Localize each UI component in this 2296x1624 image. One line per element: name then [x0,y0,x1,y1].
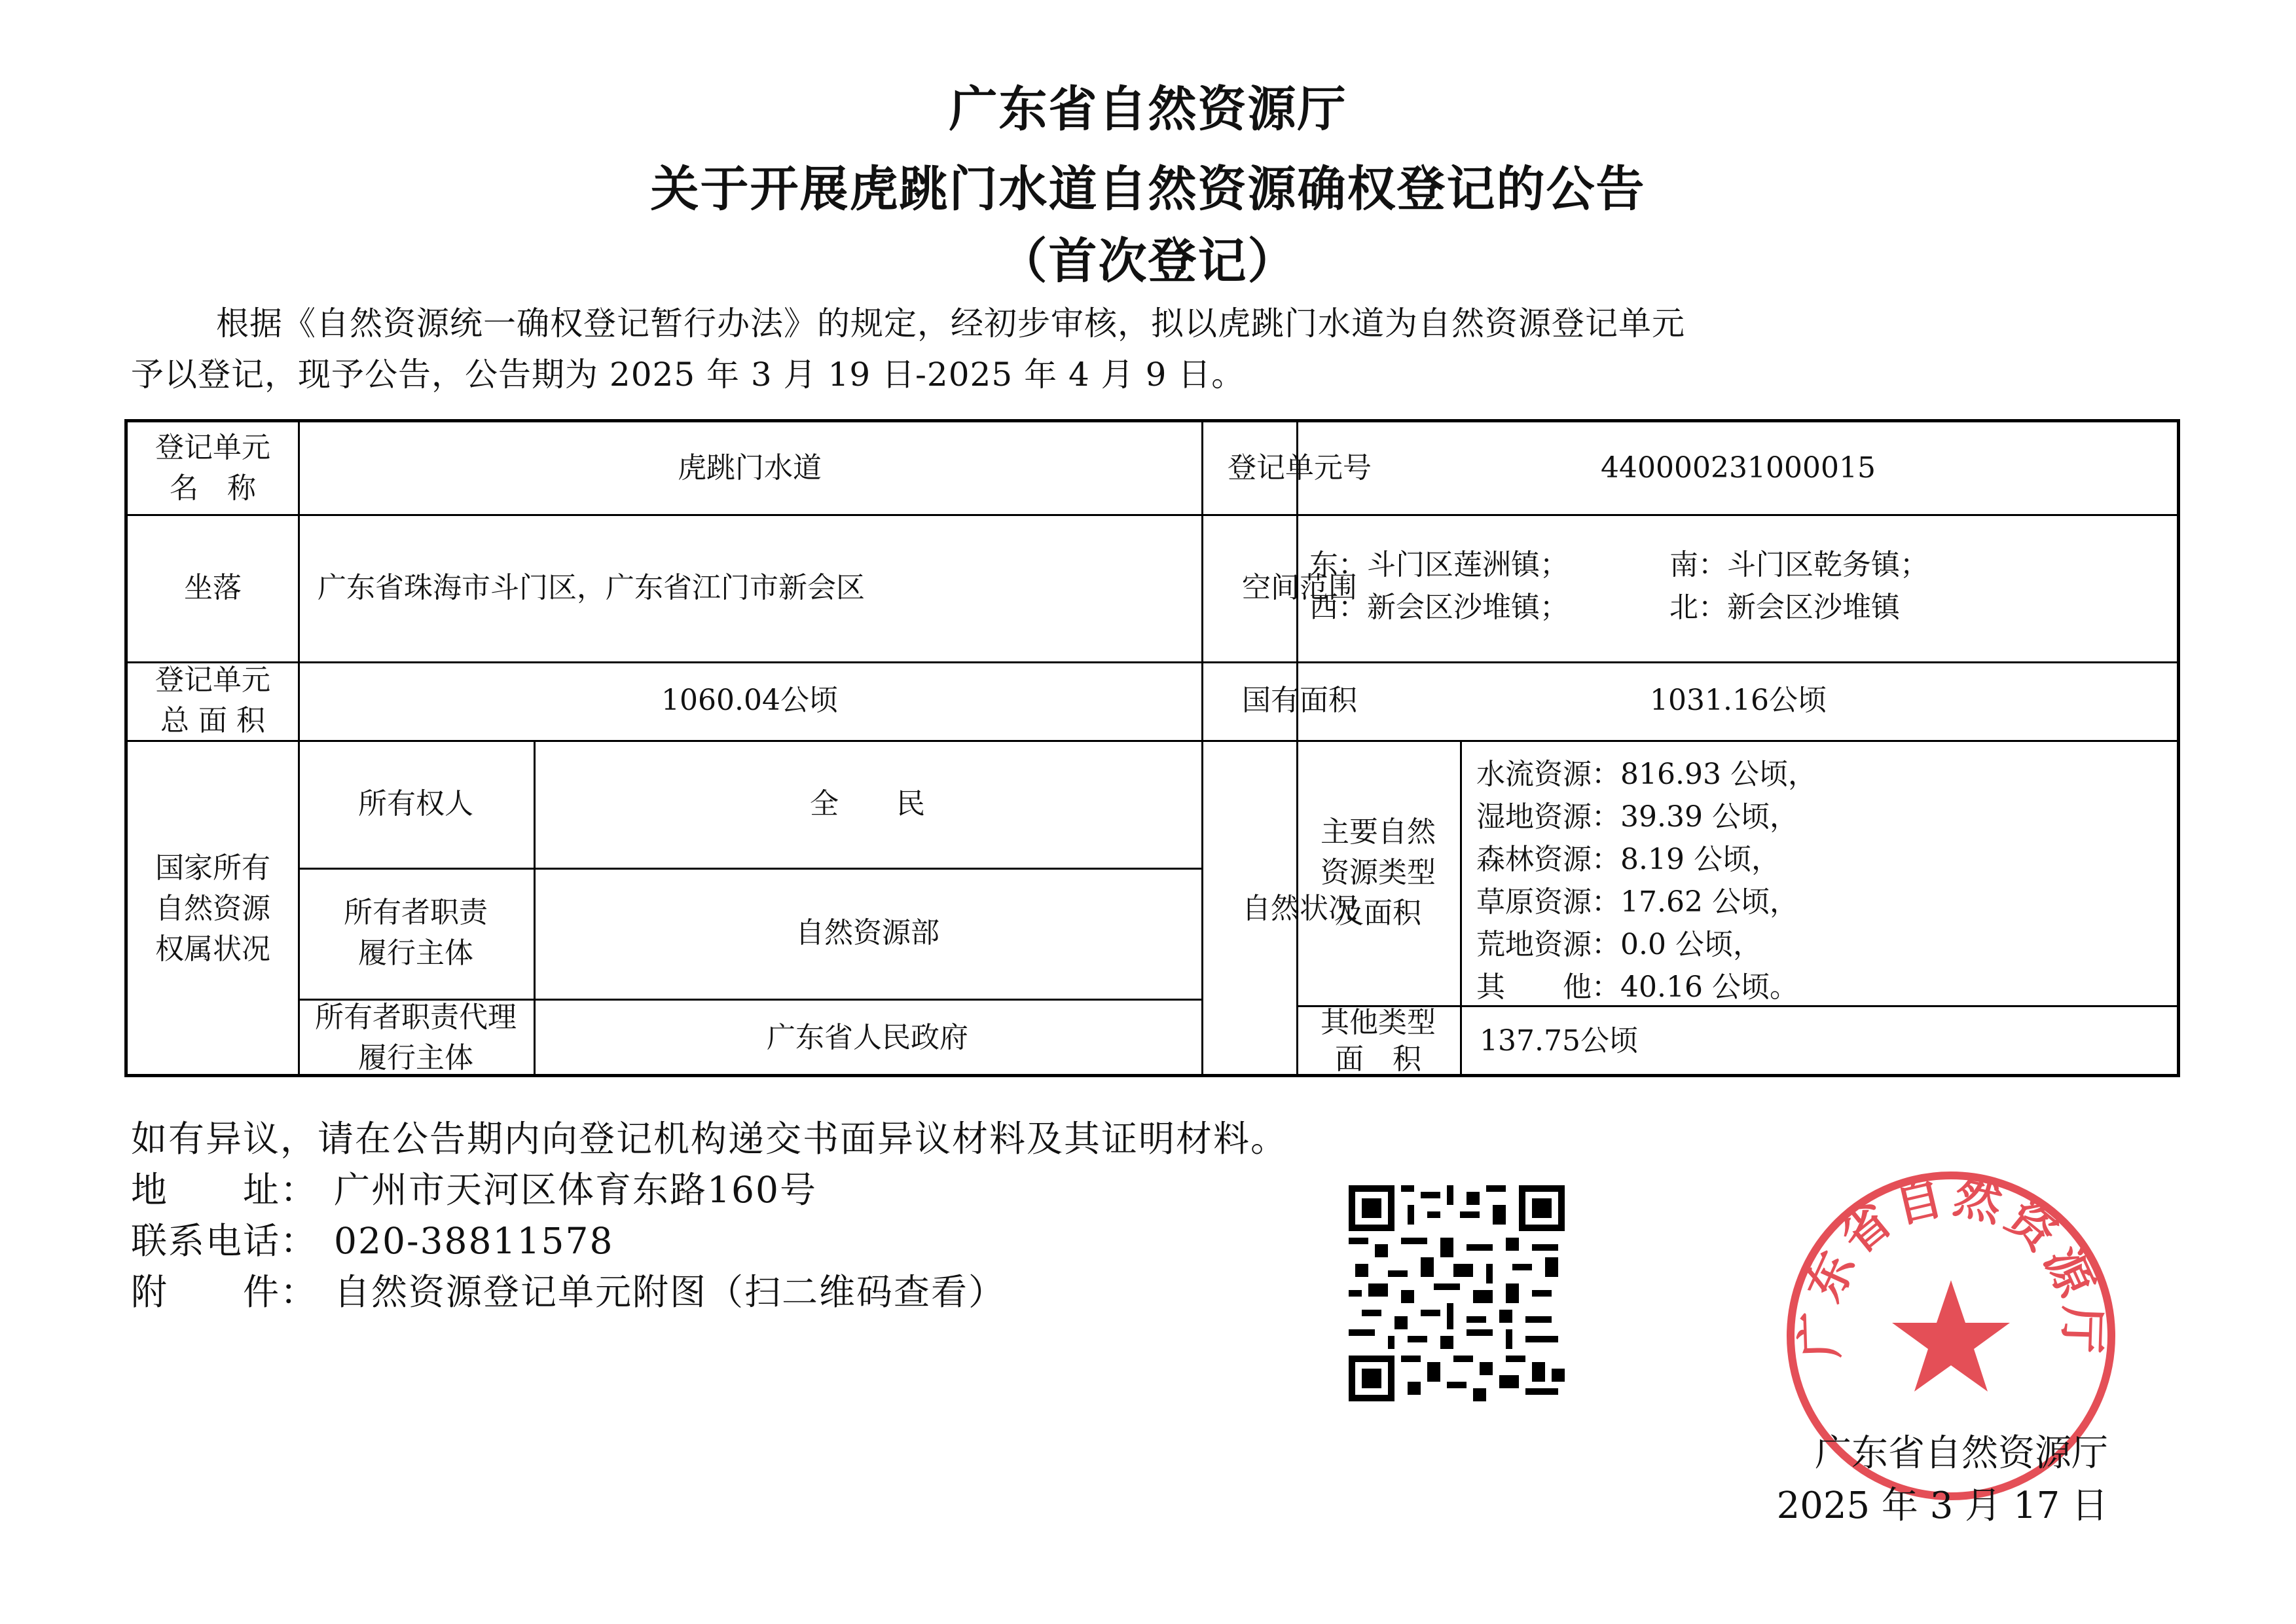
address-label: 地 址： [131,1169,318,1211]
duty-subject-value: 自然资源部 [795,916,939,950]
address-line [131,1164,1288,1215]
page-title-line-2: 关于开展虎跳门水道自然资源确权登记的公告 [650,161,1646,217]
owner-value: 全 民 [810,786,925,821]
resource-item: 其 他：40.16 公顷。 [1476,970,1798,1004]
unit-name-value: 虎跳门水道 [678,451,822,485]
registration-table [124,419,2180,1077]
ownership-status-label: 国家所有 自然资源 权属状况 [155,851,270,966]
agent-subject-label: 所有者职责代理 履行主体 [315,1001,517,1075]
phone-label: 联系电话： [131,1220,318,1262]
resource-item: 草原资源：17.62 公顷， [1476,885,1798,919]
other-type-area-label: 其他类型 面 积 [1321,1006,1436,1076]
intro-line-2: 予以登记，现予公告，公告期为 2025 年 3 月 19 日-2025 年 4 月 9 日。 [131,356,1245,394]
main-resource-type-label: 主要自然 资源类型 及面积 [1321,815,1436,930]
unit-no-value: 440000231000015 [1601,451,1876,485]
state-area-label: 国有面积 [1242,684,1357,717]
resource-item: 湿地资源：39.39 公顷， [1476,800,1798,834]
total-area-label: 登记单元 总 面 积 [155,663,270,737]
agent-subject-value: 广东省人民政府 [767,1021,968,1054]
page-title-line-3: （首次登记） [998,233,1298,289]
resource-item: 森林资源：8.19 公顷， [1476,843,1780,876]
resource-item: 水流资源：816.93 公顷， [1476,758,1817,791]
attachment-line [131,1266,1288,1318]
location-label: 坐落 [184,570,242,604]
spatial-north: 北：新会区沙堆镇 [1669,591,1900,624]
signature-block [1728,1428,2108,1532]
location-value: 广东省珠海市斗门区，广东省江门市新会区 [318,570,865,604]
signature-date: 2025 年 3 月 17 日 [1776,1485,2108,1527]
signature-org: 广东省自然资源厅 [1815,1432,2108,1475]
spatial-range-label: 空间范围 [1242,570,1357,604]
owner-label: 所有权人 [358,786,473,821]
resource-item: 荒地资源：0.0 公顷， [1476,928,1762,961]
unit-name-label: 登记单元 名 称 [155,431,270,505]
phone-value: 020-38811578 [334,1220,614,1262]
phone-line [131,1215,1288,1266]
intro-line-1: 根据《自然资源统一确权登记暂行办法》的规定，经初步审核，拟以虎跳门水道为自然资源登记单元 [216,304,1685,342]
spatial-south: 南：斗门区乾务镇； [1669,548,1929,581]
resource-list [1476,753,2177,1008]
qr-code-icon[interactable] [1349,1185,1565,1401]
unit-no-label: 登记单元号 [1228,451,1372,485]
other-type-area-value: 137.75公顷 [1480,1024,1638,1058]
objection-note: 如有异议，请在公告期内向登记机构递交书面异议材料及其证明材料。 [131,1118,1288,1160]
page-title-line-1: 广东省自然资源厅 [949,81,1347,138]
spatial-east: 东：斗门区莲洲镇； [1309,548,1569,581]
address-value: 广州市天河区体育东路160号 [334,1169,817,1211]
attachment-label: 附 件： [131,1271,318,1313]
natural-status-label: 自然状况 [1242,891,1357,925]
intro-paragraph [131,298,2147,400]
footer-info [131,1113,1288,1318]
spatial-range-value [1309,544,2200,629]
total-area-value: 1060.04公顷 [661,684,838,717]
attachment-value: 自然资源登记单元附图（扫二维码查看） [334,1271,1006,1313]
spatial-west: 西：新会区沙堆镇； [1309,591,1569,624]
state-area-value: 1031.16公顷 [1650,684,1827,717]
svg-text:广东省自然资源厅: 广东省自然资源厅 [1791,1168,2111,1359]
duty-subject-label: 所有者职责 履行主体 [344,896,488,970]
